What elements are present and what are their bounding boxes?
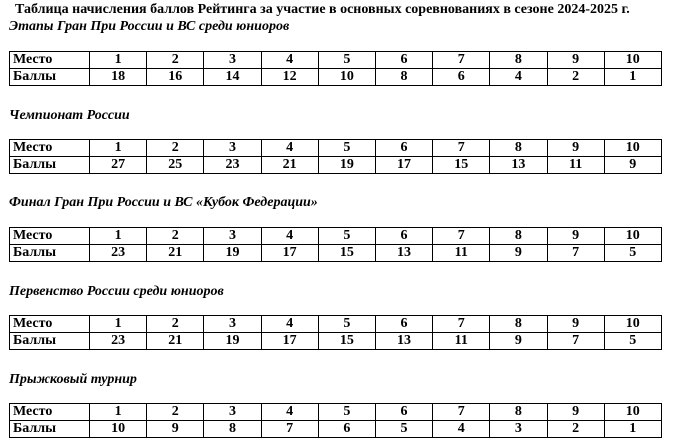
points-cell: 18	[90, 69, 147, 86]
place-cell: 3	[204, 52, 261, 69]
points-cell: 13	[375, 333, 432, 350]
points-cell: 15	[318, 333, 375, 350]
points-row	[10, 245, 662, 262]
points-cell: 11	[433, 333, 490, 350]
document-title: Таблица начисления баллов Рейтинга за участие в основных соревнованиях в сезоне 2024-2025 г.	[15, 2, 630, 17]
place-row-label: Место	[10, 52, 90, 69]
points-cell: 9	[490, 245, 547, 262]
place-row	[10, 52, 662, 69]
place-cell: 8	[490, 52, 547, 69]
place-cell: 10	[604, 52, 661, 69]
place-cell: 2	[147, 228, 204, 245]
place-row	[10, 140, 662, 157]
place-cell: 6	[375, 140, 432, 157]
points-cell: 23	[204, 157, 261, 174]
section-heading: Чемпионат России	[9, 108, 130, 123]
place-cell: 2	[147, 52, 204, 69]
place-cell: 7	[433, 316, 490, 333]
points-table	[9, 403, 662, 438]
points-cell: 21	[147, 245, 204, 262]
points-row-label: Баллы	[10, 245, 90, 262]
place-cell: 4	[261, 228, 318, 245]
place-row-label: Место	[10, 404, 90, 421]
points-cell: 7	[547, 333, 604, 350]
place-cell: 7	[433, 52, 490, 69]
points-row-label: Баллы	[10, 157, 90, 174]
place-cell: 10	[604, 228, 661, 245]
place-row-label: Место	[10, 316, 90, 333]
points-cell: 4	[490, 69, 547, 86]
place-cell: 4	[261, 140, 318, 157]
place-cell: 9	[547, 140, 604, 157]
section-heading: Первенство России среди юниоров	[9, 284, 224, 299]
points-table	[9, 139, 662, 174]
points-cell: 19	[204, 333, 261, 350]
points-cell: 17	[261, 333, 318, 350]
place-cell: 1	[90, 316, 147, 333]
place-cell: 1	[90, 404, 147, 421]
place-cell: 5	[318, 52, 375, 69]
place-cell: 9	[547, 52, 604, 69]
points-cell: 21	[261, 157, 318, 174]
section-heading: Прыжковый турнир	[9, 372, 137, 387]
place-cell: 5	[318, 316, 375, 333]
place-row	[10, 404, 662, 421]
points-cell: 9	[490, 333, 547, 350]
place-cell: 3	[204, 404, 261, 421]
points-cell: 13	[375, 245, 432, 262]
place-row-label: Место	[10, 140, 90, 157]
points-cell: 23	[90, 333, 147, 350]
points-cell: 12	[261, 69, 318, 86]
points-cell: 13	[490, 157, 547, 174]
points-cell: 11	[547, 157, 604, 174]
points-table	[9, 227, 662, 262]
points-cell: 7	[547, 245, 604, 262]
points-cell: 7	[261, 421, 318, 438]
points-cell: 19	[318, 157, 375, 174]
points-row-label: Баллы	[10, 421, 90, 438]
points-cell: 4	[433, 421, 490, 438]
place-row-label: Место	[10, 228, 90, 245]
points-cell: 25	[147, 157, 204, 174]
points-table	[9, 51, 662, 86]
place-cell: 8	[490, 140, 547, 157]
points-cell: 21	[147, 333, 204, 350]
points-cell: 6	[433, 69, 490, 86]
points-cell: 3	[490, 421, 547, 438]
points-cell: 2	[547, 421, 604, 438]
place-cell: 6	[375, 404, 432, 421]
points-cell: 8	[375, 69, 432, 86]
place-cell: 8	[490, 228, 547, 245]
points-cell: 11	[433, 245, 490, 262]
place-cell: 7	[433, 140, 490, 157]
points-cell: 15	[433, 157, 490, 174]
points-cell: 8	[204, 421, 261, 438]
place-cell: 6	[375, 228, 432, 245]
place-cell: 4	[261, 52, 318, 69]
place-cell: 7	[433, 404, 490, 421]
points-cell: 5	[375, 421, 432, 438]
points-cell: 6	[318, 421, 375, 438]
place-cell: 2	[147, 140, 204, 157]
points-row	[10, 421, 662, 438]
section-heading: Этапы Гран При России и ВС среди юниоров	[9, 19, 290, 34]
points-cell: 17	[261, 245, 318, 262]
points-cell: 27	[90, 157, 147, 174]
points-row-label: Баллы	[10, 69, 90, 86]
place-cell: 3	[204, 316, 261, 333]
points-cell: 17	[375, 157, 432, 174]
points-cell: 14	[204, 69, 261, 86]
place-row	[10, 316, 662, 333]
place-cell: 4	[261, 404, 318, 421]
place-cell: 5	[318, 404, 375, 421]
points-cell: 5	[604, 245, 661, 262]
place-cell: 9	[547, 404, 604, 421]
place-cell: 3	[204, 228, 261, 245]
points-cell: 1	[604, 69, 661, 86]
points-cell: 15	[318, 245, 375, 262]
section-heading: Финал Гран При России и ВС «Кубок Федерации»	[9, 195, 318, 210]
points-row	[10, 157, 662, 174]
place-cell: 9	[547, 316, 604, 333]
place-cell: 6	[375, 316, 432, 333]
place-cell: 2	[147, 404, 204, 421]
points-cell: 23	[90, 245, 147, 262]
points-cell: 16	[147, 69, 204, 86]
place-cell: 4	[261, 316, 318, 333]
place-cell: 6	[375, 52, 432, 69]
place-cell: 9	[547, 228, 604, 245]
place-cell: 7	[433, 228, 490, 245]
place-cell: 1	[90, 140, 147, 157]
place-cell: 1	[90, 52, 147, 69]
place-cell: 2	[147, 316, 204, 333]
points-cell: 2	[547, 69, 604, 86]
points-row	[10, 333, 662, 350]
points-cell: 5	[604, 333, 661, 350]
place-cell: 5	[318, 140, 375, 157]
place-cell: 8	[490, 316, 547, 333]
points-row	[10, 69, 662, 86]
place-cell: 5	[318, 228, 375, 245]
points-cell: 1	[604, 421, 661, 438]
points-table	[9, 315, 662, 350]
points-cell: 19	[204, 245, 261, 262]
points-cell: 9	[604, 157, 661, 174]
points-cell: 9	[147, 421, 204, 438]
place-cell: 10	[604, 404, 661, 421]
place-cell: 8	[490, 404, 547, 421]
place-cell: 1	[90, 228, 147, 245]
place-cell: 10	[604, 316, 661, 333]
points-cell: 10	[318, 69, 375, 86]
points-cell: 10	[90, 421, 147, 438]
place-cell: 3	[204, 140, 261, 157]
place-cell: 10	[604, 140, 661, 157]
place-row	[10, 228, 662, 245]
points-row-label: Баллы	[10, 333, 90, 350]
